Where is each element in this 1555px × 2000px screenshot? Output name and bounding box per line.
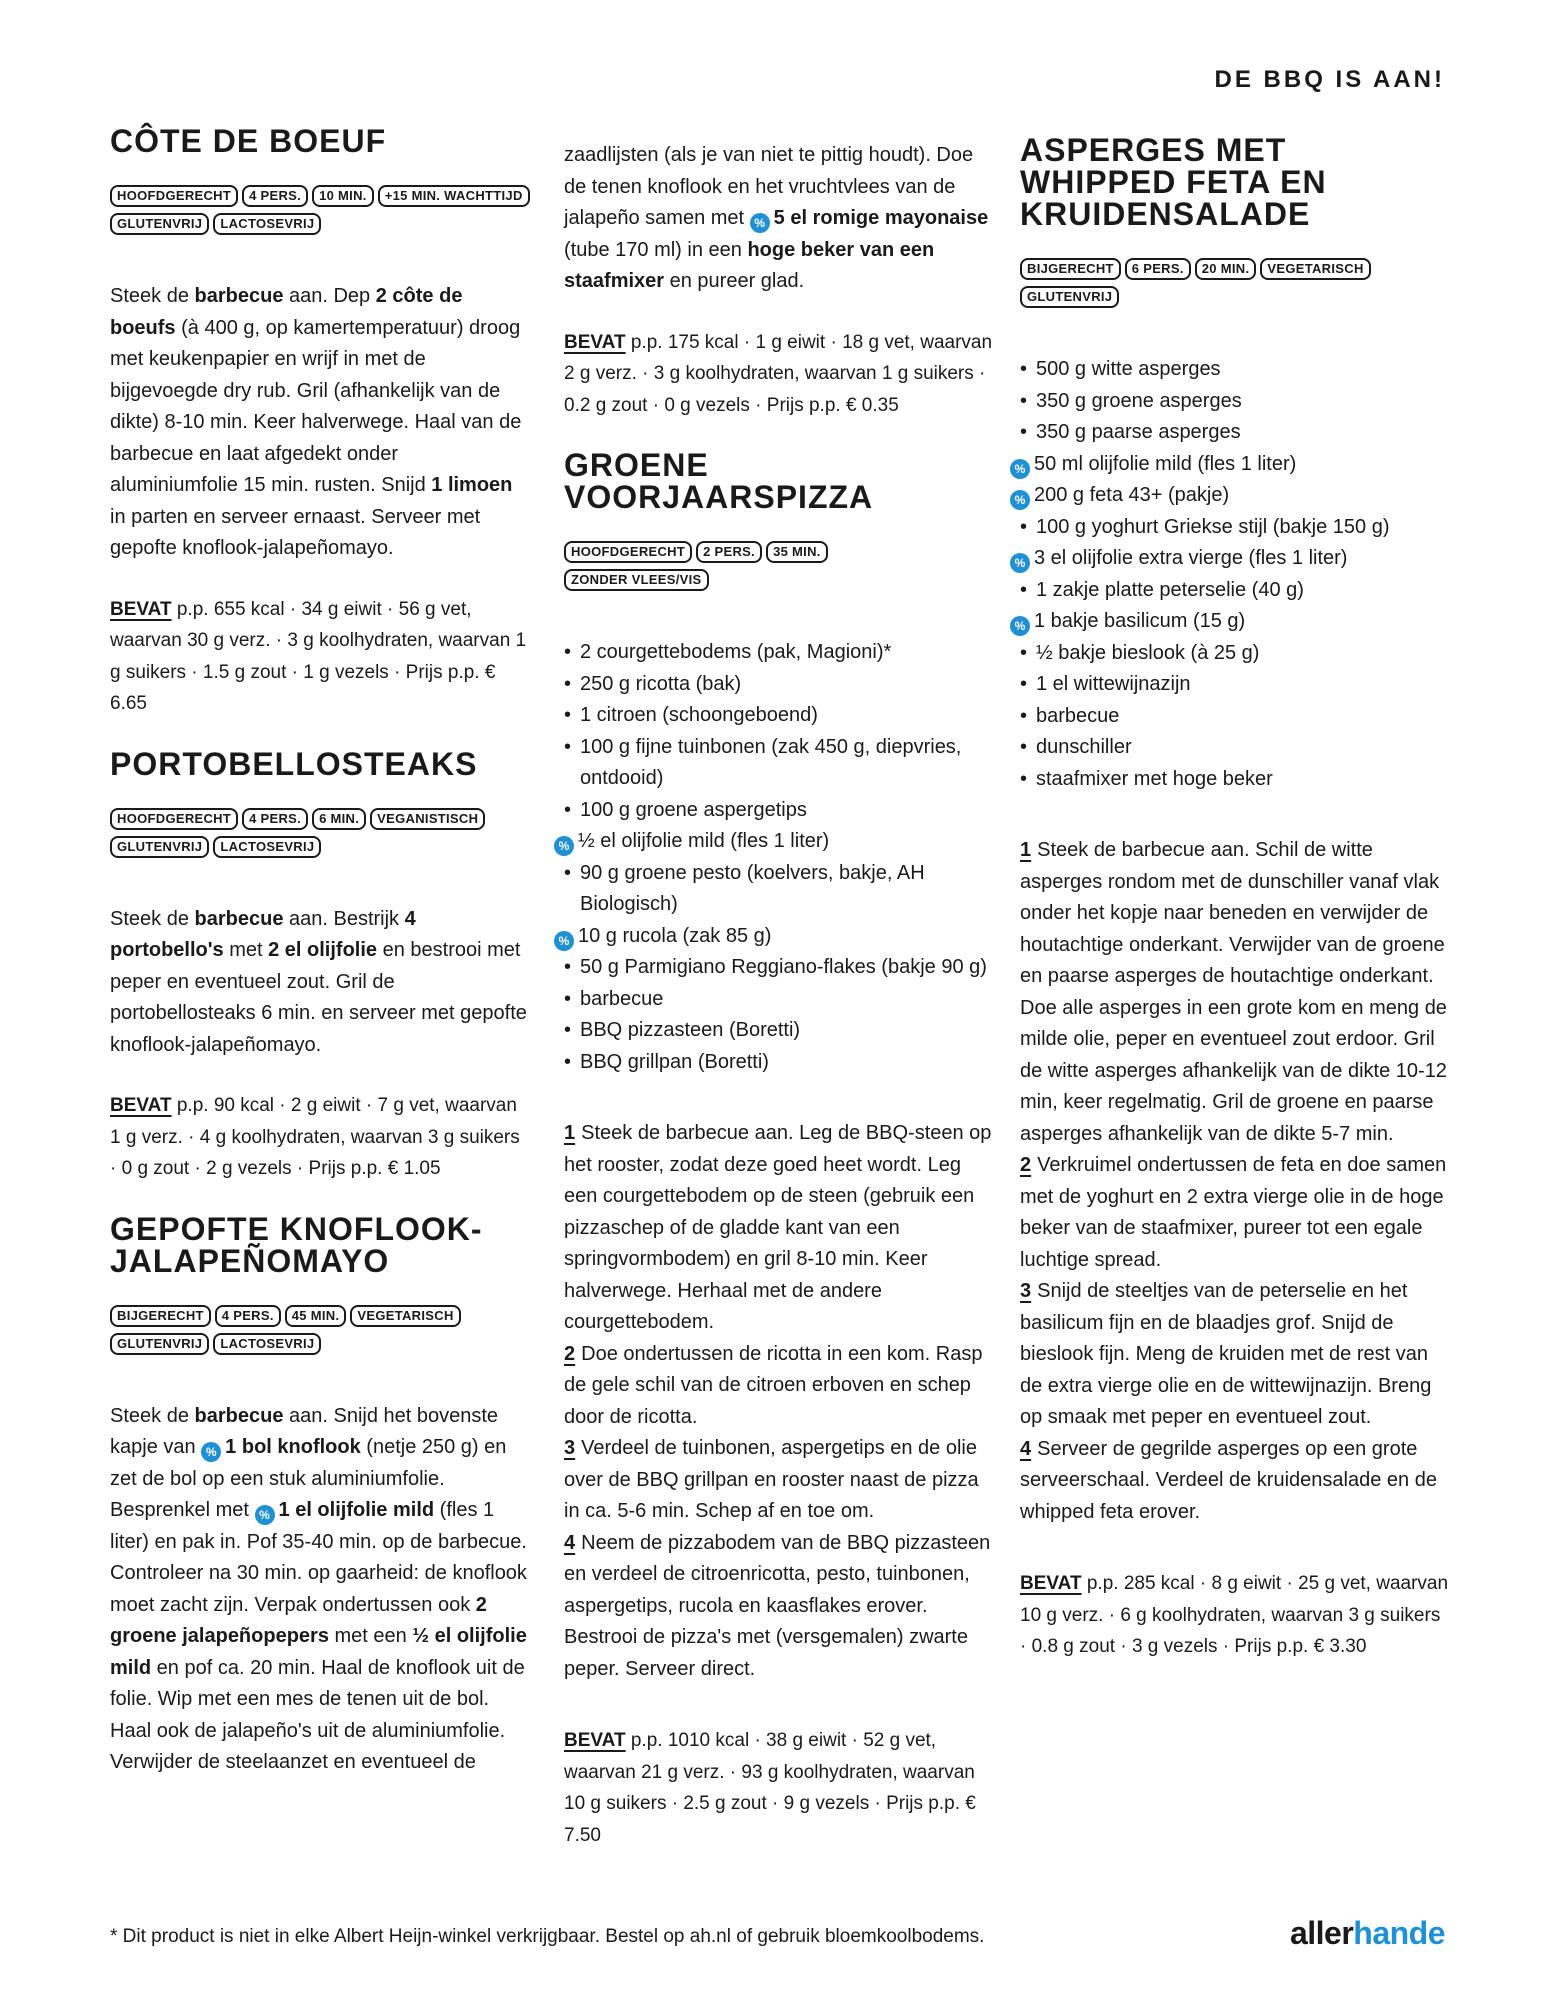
ingredient: • ½ bakje bieslook (à 25 g) (1020, 638, 1450, 670)
tag: 45 MIN. (285, 1305, 347, 1327)
step: 2 Verkruimel ondertussen de feta en doe samen met de yoghurt en 2 extra vierge olie in de hoge beker van de staafmixer, pureer tot een egale luchtige spread. (1020, 1154, 1447, 1271)
tag: VEGANISTISCH (370, 808, 485, 830)
tag: VEGETARISCH (350, 1305, 460, 1327)
recipe-cote-de-boeuf (110, 125, 530, 720)
tag-list (564, 541, 894, 591)
recipe-method-continued: zaadlijsten (als je van niet te pittig houdt). Doe de tenen knoflook en het vruchtvlees van de jalapeño samen met % 5 el romige mayonaise (tube 170 ml) in een hoge beker van een staafmixer en pureer glad. (564, 144, 989, 292)
recipe-method: Steek de barbecue aan. Bestrijk 4 portobello's met 2 el olijfolie en bestrooi met peper en eventueel zout. Gril de portobellosteaks 6 min. en serveer met gepofte knoflook-jalapeñomayo. (110, 907, 527, 1056)
ingredient: • 350 g paarse asperges (1020, 417, 1450, 449)
tag: GLUTENVRIJ (110, 213, 209, 235)
ingredient: • 100 g fijne tuinbonen (zak 450 g, diepvries, ontdooid) (564, 732, 994, 795)
step: 2 Doe ondertussen de ricotta in een kom. Rasp de gele schil van de citroen erboven en schep door de ricotta. (564, 1342, 983, 1428)
tag: 35 MIN. (766, 541, 828, 563)
column-3 (1014, 132, 1450, 1691)
step: 4 Neem de pizzabodem van de BBQ pizzasteen en verdeel de citroenricotta, pesto, tuinbonen, aspergetips, rucola en kaasflakes erover. Bestrooi de pizza's met (versgemalen) zwarte peper. Serveer direct. (564, 1531, 991, 1680)
section-tag: DE BBQ IS AAN! (1214, 66, 1445, 93)
ingredient: • 500 g witte asperges (1020, 354, 1450, 386)
bonus-icon: % (750, 213, 770, 233)
bonus-icon: % (201, 1442, 221, 1462)
tag: +15 MIN. WACHTTIJD (378, 185, 530, 207)
tag: BIJGERECHT (1020, 258, 1121, 280)
tag: ZONDER VLEES/VIS (564, 569, 709, 591)
ingredient: • 1 zakje platte peterselie (40 g) (1020, 575, 1450, 607)
tag: BIJGERECHT (110, 1305, 211, 1327)
tag: VEGETARISCH (1260, 258, 1370, 280)
tag: GLUTENVRIJ (110, 1333, 209, 1355)
tag: LACTOSEVRIJ (213, 1333, 321, 1355)
allerhande-logo: allerhande (1289, 1915, 1445, 1951)
ingredient: • 250 g ricotta (bak) (564, 669, 994, 701)
tag: 20 MIN. (1195, 258, 1257, 280)
recipe-title: GROENE VOORJAARSPIZZA (564, 447, 874, 515)
ingredient: • dunschiller (1020, 732, 1450, 764)
tag: LACTOSEVRIJ (213, 836, 321, 858)
tag: LACTOSEVRIJ (213, 213, 321, 235)
tag: 6 PERS. (1125, 258, 1191, 280)
tag: GLUTENVRIJ (1020, 286, 1119, 308)
recipe-asperges-whipped-feta (1014, 132, 1450, 1663)
ingredient: • 100 g groene aspergetips (564, 795, 994, 827)
bonus-icon: % (1010, 553, 1030, 573)
footnote: * Dit product is niet in elke Albert Heijn-winkel verkrijgbaar. Bestel op ah.nl of gebruik bloemkoolbodems. (110, 1926, 985, 1947)
ingredient-list (1014, 354, 1450, 795)
ingredient: • barbecue (564, 984, 994, 1016)
tag: 4 PERS. (215, 1305, 281, 1327)
ingredient: • 2 courgettebodems (pak, Magioni)* (564, 637, 994, 669)
recipe-method: Steek de barbecue aan. Snijd het bovenste kapje van % 1 bol knoflook (netje 250 g) en zet de bol op een stuk aluminiumfolie. Besprenkel met % 1 el olijfolie mild (fles 1 liter) en pak in. Pof 35-40 min. op de barbecue. Controleer na 30 min. op gaarheid: de knoflook moet zacht zijn. Verpak ondertussen ook 2 groene jalapeñopepers met een ½ el olijfolie mild en pof ca. 20 min. Haal de knoflook uit de folie. Wip met een mes de tenen uit de bol. Haal ook de jalapeño's uit de aluminiumfolie. Verwijder de steelaanzet en eventueel de (110, 1404, 527, 1773)
ingredient: • staafmixer met hoge beker (1020, 764, 1450, 796)
tag: 10 MIN. (312, 185, 374, 207)
bonus-icon: % (554, 931, 574, 951)
tag-list (110, 808, 530, 858)
tag: GLUTENVRIJ (110, 836, 209, 858)
column-2 (558, 140, 994, 1879)
step: 4 Serveer de gegrilde asperges op een grote serveerschaal. Verdeel de kruidensalade en de whipped feta erover. (1020, 1437, 1437, 1523)
ingredient: • 350 g groene asperges (1020, 386, 1450, 418)
tag: HOOFDGERECHT (564, 541, 692, 563)
bonus-icon: % (1010, 616, 1030, 636)
nutrition-info: BEVAT p.p. 90 kcal · 2 g eiwit · 7 g vet, waarvan 1 g verz. · 4 g koolhydraten, waarvan 3 g suikers · 0 g zout · 2 g vezels · Prijs p.p. € 1.05 (110, 1095, 520, 1179)
ingredient: % 200 g feta 43+ (pakje) (1010, 480, 1450, 512)
tag-list (1020, 258, 1420, 308)
tag-list (110, 185, 530, 235)
bonus-icon: % (1010, 490, 1030, 510)
recipe-title: GEPOFTE KNOFLOOK-JALAPEÑOMAYO (110, 1210, 483, 1279)
recipe-groene-voorjaarspizza (558, 447, 994, 1851)
column-1 (110, 125, 530, 1808)
recipe-title: CÔTE DE BOEUF (110, 123, 387, 159)
tag: HOOFDGERECHT (110, 185, 238, 207)
recipe-method: Steek de barbecue aan. Dep 2 côte de boeufs (à 400 g, op kamertemperatuur) droog met keukenpapier en wrijf in met de bijgevoegde dry rub. Gril (afhankelijk van de dikte) 8-10 min. Keer halverwege. Haal van de barbecue en laat afgedekt onder aluminiumfolie 15 min. rusten. Snijd 1 limoen in parten en serveer ernaast. Serveer met gepofte knoflook-jalapeñomayo. (110, 285, 522, 559)
tag: 6 MIN. (312, 808, 366, 830)
nutrition-info: BEVAT p.p. 175 kcal · 1 g eiwit · 18 g vet, waarvan 2 g verz. · 3 g koolhydraten, waarvan 1 g suikers · 0.2 g zout · 0 g vezels · Prijs p.p. € 0.35 (564, 331, 993, 416)
ingredient: % 1 bakje basilicum (15 g) (1010, 606, 1450, 638)
ingredient: % 3 el olijfolie extra vierge (fles 1 liter) (1010, 543, 1450, 575)
recipe-title: PORTOBELLOSTEAKS (110, 745, 478, 782)
tag-list (110, 1305, 530, 1355)
ingredient: • 1 el wittewijnazijn (1020, 669, 1450, 701)
ingredient: % 50 ml olijfolie mild (fles 1 liter) (1010, 449, 1450, 481)
step: 1 Steek de barbecue aan. Leg de BBQ-steen op het rooster, zodat deze goed heet wordt. Leg een courgettebodem op de steen (gebruik een pizzaschep of de gladde kant van een springvormbodem) en gril 8-10 min. Keer halverwege. Herhaal met de andere courgettebodem. (564, 1122, 992, 1333)
ingredient: • 50 g Parmigiano Reggiano-flakes (bakje 90 g) (564, 952, 994, 984)
step-list (1020, 835, 1450, 1528)
ingredient-list (558, 637, 994, 1078)
bonus-icon: % (255, 1505, 275, 1525)
tag: 4 PERS. (242, 808, 308, 830)
nutrition-info: BEVAT p.p. 285 kcal · 8 g eiwit · 25 g vet, waarvan 10 g verz. · 6 g koolhydraten, waarvan 3 g suikers · 0.8 g zout · 3 g vezels · Prijs p.p. € 3.30 (1020, 1573, 1449, 1657)
step: 3 Verdeel de tuinbonen, aspergetips en de olie over de BBQ grillpan en rooster naast de pizza in ca. 5-6 min. Schep af en toe om. (564, 1437, 979, 1522)
tag: 4 PERS. (242, 185, 308, 207)
bonus-icon: % (554, 836, 574, 856)
ingredient: • BBQ grillpan (Boretti) (564, 1047, 994, 1079)
ingredient: • barbecue (1020, 701, 1450, 733)
step: 1 Steek de barbecue aan. Schil de witte asperges rondom met de dunschiller vanaf vlak onder het kopje naar beneden en verwijder de houtachtige onderkant. Verwijder van de groene en paarse asperges de houtachtige onderkant. Doe alle asperges in een grote kom en meng de milde olie, peper en eventueel zout erdoor. Gril de witte asperges afhankelijk van de dikte 10-12 min, keer regelmatig. Gril de groene en paarse asperges afhankelijk van de dikte 5-7 min. (1020, 839, 1447, 1145)
nutrition-info: BEVAT p.p. 655 kcal · 34 g eiwit · 56 g vet, waarvan 30 g verz. · 3 g koolhydraten, waarvan 1 g suikers · 1.5 g zout · 1 g vezels · Prijs p.p. € 6.65 (110, 598, 527, 714)
nutrition-info: BEVAT p.p. 1010 kcal · 38 g eiwit · 52 g vet, waarvan 21 g verz. · 93 g koolhydraten, waarvan 10 g suikers · 2.5 g zout · 9 g vezels · Prijs p.p. € 7.50 (564, 1730, 976, 1846)
recipe-portobellosteaks (110, 745, 530, 1185)
bonus-icon: % (1010, 459, 1030, 479)
recipe-knoflook-jalapenomayo (110, 1210, 530, 1779)
ingredient: % 10 g rucola (zak 85 g) (554, 921, 994, 953)
ingredient: % ½ el olijfolie mild (fles 1 liter) (554, 826, 994, 858)
ingredient: • 100 g yoghurt Griekse stijl (bakje 150 g) (1020, 512, 1450, 544)
ingredient: • BBQ pizzasteen (Boretti) (564, 1015, 994, 1047)
ingredient: • 90 g groene pesto (koelvers, bakje, AH Biologisch) (564, 858, 994, 921)
step-list (564, 1118, 994, 1685)
ingredient: • 1 citroen (schoongeboend) (564, 700, 994, 732)
step: 3 Snijd de steeltjes van de peterselie en het basilicum fijn en de blaadjes grof. Snijd de bieslook fijn. Meng de kruiden met de rest van de extra vierge olie en de wittewijnazijn. Breng op smaak met peper en eventueel zout. (1020, 1280, 1432, 1428)
recipe-title: ASPERGES MET WHIPPED FETA EN KRUIDENSALADE (1020, 132, 1327, 232)
tag: HOOFDGERECHT (110, 808, 238, 830)
tag: 2 PERS. (696, 541, 762, 563)
